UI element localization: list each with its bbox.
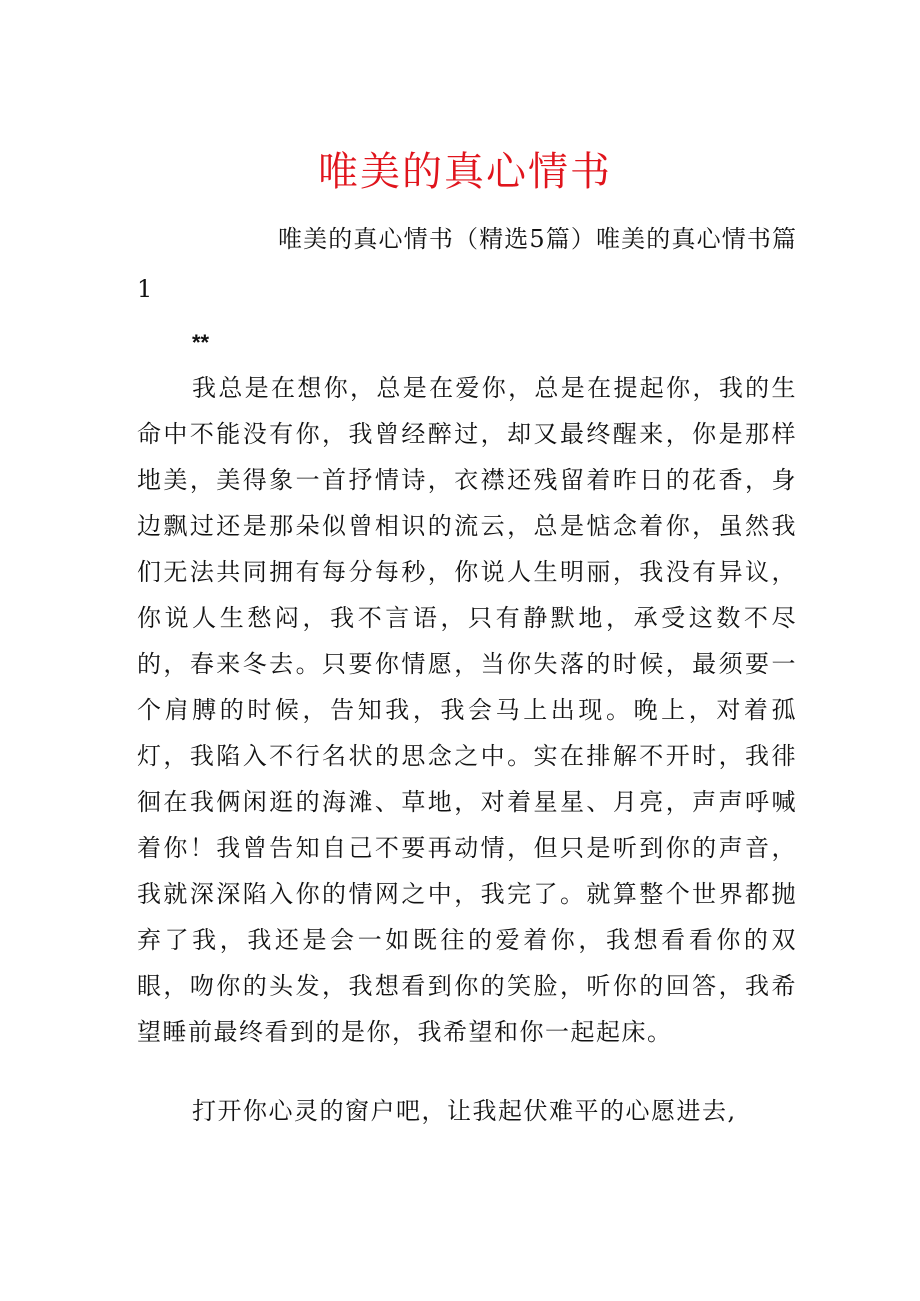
- body-paragraph: 打开你心灵的窗户吧，让我起伏难平的心愿进去,: [192, 1097, 737, 1125]
- section-marker: **: [192, 330, 210, 355]
- body-paragraph: 我总是在想你，总是在爱你，总是在提起你，我的生命中不能没有你，我曾经醉过，却又最终醒来，你是那样地美，美得象一首抒情诗，衣襟还残留着昨日的花香，身边飘过还是那朵似曾相识的流云，总是惦念着你，虽然我们无法共同拥有每分每秒，你说人生明丽，我没有异议，你说人生愁闷，我不言语，只有静默地，承受这数不尽的，春来冬去。只要你情愿，当你失落的时候，最须要一个肩膊的时候，告知我，我会马上出现。晚上，对着孤灯，我陷入不行名状的思念之中。实在排解不开时，我徘徊在我俩闲逛的海滩、草地，对着星星、月亮，声声呼喊着你！我曾告知自己不要再动情，但只是听到你的声音，我就深深陷入你的情网之中，我完了。就算整个世界都抛弃了我，我还是会一如既往的爱着你，我想看看你的双眼，吻你的头发，我想看到你的笑脸，听你的回答，我希望睡前最终看到的是你，我希望和你一起起床。: [137, 374, 797, 1046]
- document-subtitle: 唯美的真心情书（精选5篇）唯美的真心情书篇1: [137, 225, 797, 303]
- document-title: 唯美的真心情书: [318, 149, 612, 195]
